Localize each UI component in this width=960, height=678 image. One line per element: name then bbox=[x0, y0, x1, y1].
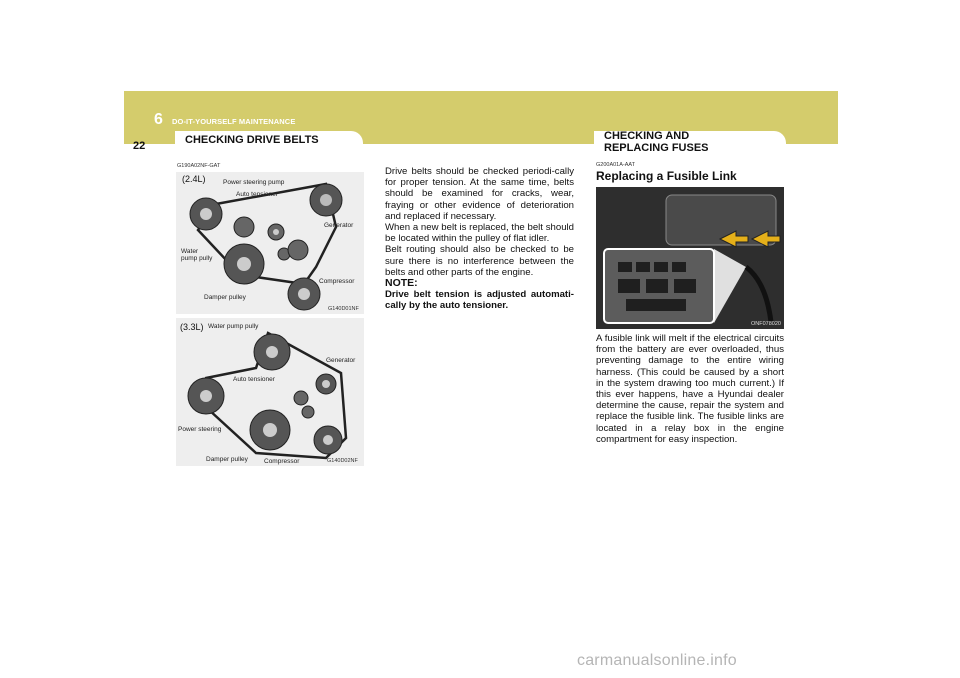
drive-belt-text bbox=[385, 166, 574, 312]
paragraph-3: Belt routing should also be checked to be sure there is no interference between the belts and other parts of the engine. bbox=[385, 244, 574, 278]
chapter-number: 6 bbox=[154, 111, 163, 128]
fusible-link-text bbox=[596, 333, 784, 445]
label-generator-1: Generator bbox=[324, 222, 354, 229]
section-title-fuses: CHECKING AND REPLACING FUSES bbox=[604, 130, 709, 154]
label-compressor-2: Compressor bbox=[264, 458, 300, 465]
paragraph-1: Drive belts should be checked periodi-cally for proper tension. At the same time, belts should be examined for cracks, wear, fraying or other evidence of deterioration and replaced if necessary. bbox=[385, 166, 574, 222]
section-tab-drive-belts bbox=[175, 131, 363, 153]
chapter-title: DO-IT-YOURSELF MAINTENANCE bbox=[172, 117, 296, 126]
fusible-link-photo bbox=[596, 187, 784, 329]
section-tab-fuses bbox=[594, 131, 786, 153]
label-damper-pulley-2: Damper pulley bbox=[206, 456, 248, 463]
paragraph-2: When a new belt is replaced, the belt should be located within the pulley of flat idler. bbox=[385, 222, 574, 245]
section-title-drive-belts: CHECKING DRIVE BELTS bbox=[185, 134, 319, 146]
label-damper-pulley-1: Damper pulley bbox=[204, 294, 246, 301]
label-water-pump-2: Water pump pully bbox=[208, 323, 259, 330]
photo-code: ONF078020 bbox=[751, 321, 781, 327]
page-number: 22 bbox=[133, 140, 146, 152]
note-text: Drive belt tension is adjusted automati-cally by the auto tensioner. bbox=[385, 289, 574, 312]
subheading-fusible-link: Replacing a Fusible Link bbox=[596, 169, 737, 183]
label-power-steering-pump: Power steering pump bbox=[223, 179, 285, 186]
fusible-link-paragraph: A fusible link will melt if the electrical circuits from the battery are ever overloaded, thus preventing damage to the entire wiring harness. (This could be caused by a short in the system drawing too much current.) If this ever happens, have a Hyundai dealer determine the cause, repair the system and replace the fusible link. The fusible links are located in a relay box in the engine compartment for easy inspection. bbox=[596, 333, 784, 445]
section-code-fuses: G200A01A-AAT bbox=[596, 162, 636, 168]
watermark: carmanualsonline.info bbox=[577, 652, 737, 669]
label-compressor-1: Compressor bbox=[319, 278, 355, 285]
engine-label-2-4l: (2.4L) bbox=[182, 174, 206, 184]
belt-diagram-3-3l bbox=[176, 318, 364, 466]
engine-compartment-illustration bbox=[596, 187, 784, 329]
figure-code-1: G140D01NF bbox=[328, 306, 359, 312]
belt-diagram-2-4l bbox=[176, 172, 364, 314]
engine-label-3-3l: (3.3L) bbox=[180, 322, 204, 332]
label-power-steering: Power steering bbox=[178, 426, 222, 433]
label-water-pump-1: Water pump pully bbox=[181, 248, 213, 262]
section-code-belts: G190A02NF-GAT bbox=[177, 163, 221, 169]
label-auto-tensioner-1: Auto tensioner bbox=[236, 191, 278, 198]
belt-routing-illustration-2 bbox=[176, 318, 364, 466]
figure-code-2: G140D02NF bbox=[327, 458, 358, 464]
label-generator-2: Generator bbox=[326, 357, 356, 364]
note-heading: NOTE: bbox=[385, 277, 418, 290]
label-auto-tensioner-2: Auto tensioner bbox=[233, 376, 275, 383]
